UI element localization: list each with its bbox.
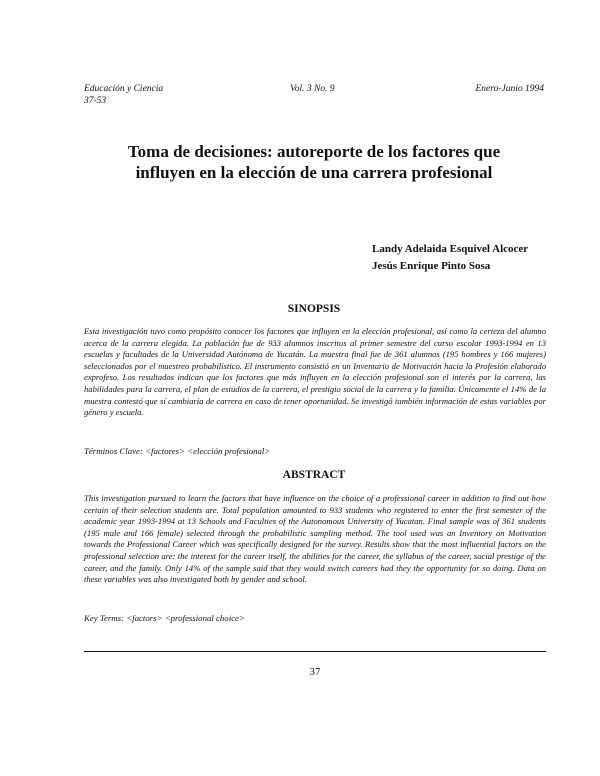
abstract-body: This investigation pursued to learn the factors that have influence on the choice of a professional career in addition to find out how certain of their selection students are. Total population amounted to 933 students who registered to enter the first semester of the academic year 1993-1994 at 13 Schools and Faculties of the Autonomous University of Yucatan. Final sample was of 361 students (195 male and 166 female) selected through the probabilistic sampling method. The tool used was an Inventory on Motivation towards the Professional Career which was specifically designed for the survey. Results show that the most influential factors on the professional selection are: the interest for the career itself, the abilities for the career, the syllabus of the career, social prestige of the career, and the family. Only 14% of the sample said that they would switch careers had they the opportunity for so doing. Data on these variables was also investigated both by gender and school. bbox=[84, 493, 546, 585]
abstract-key-terms: Key Terms: <factors> <professional choice> bbox=[84, 613, 245, 623]
volume-number: Vol. 3 No. 9 bbox=[290, 84, 335, 94]
abstract-heading: ABSTRACT bbox=[282, 469, 346, 481]
author-list bbox=[372, 241, 528, 275]
author-2: Jesús Enrique Pinto Sosa bbox=[372, 260, 491, 272]
footer-divider bbox=[84, 651, 546, 652]
title-line-1: Toma de decisiones: autoreporte de los factores que bbox=[127, 142, 501, 161]
sinopsis-key-terms: Términos Clave: <factores> <elección profesional> bbox=[84, 446, 271, 456]
author-1: Landy Adelaida Esquivel Alcocer bbox=[372, 243, 529, 255]
sinopsis-body: Esta investigación tuvo como propósito conocer los factores que influyen en la elección profesional, así como la certeza del alumno acerca de la carrera elegida. La población fue de 933 alumnos inscritos al primer semestre del curso escolar 1993-1994 en 13 escuelas y facultades de la Universidad Autónoma de Yucatán. La muestra final fue de 361 alumnos (195 hombres y 166 mujeres) seleccionados por el muestreo probabilístico. El instrumento consistió en un Inventario de Motivación hacia la Profesión elaborado exprofeso. Los resultados indican que los factores que más influyen en la elección profesional son el interés por la carrera, las habilidades para la carrera, el plan de estudios de la carrera, el prestigio social de la carrera y la familia. Únicamente el 14% de la muestra contestó que sí cambiaría de carrera en caso de tener oportunidad. Se investigó también información de estas variables por género y escuela. bbox=[84, 326, 546, 418]
journal-name: Educación y Ciencia bbox=[84, 84, 164, 94]
title-line-2: influyen en la elección de una carrera profesional bbox=[135, 163, 493, 182]
sinopsis-heading: SINOPSIS bbox=[287, 303, 341, 315]
article-title bbox=[84, 141, 544, 183]
running-header bbox=[84, 84, 544, 98]
page-number: 37 bbox=[309, 666, 321, 678]
page-range: 37-53 bbox=[84, 96, 107, 106]
issue-date: Enero-Junio 1994 bbox=[475, 84, 544, 94]
